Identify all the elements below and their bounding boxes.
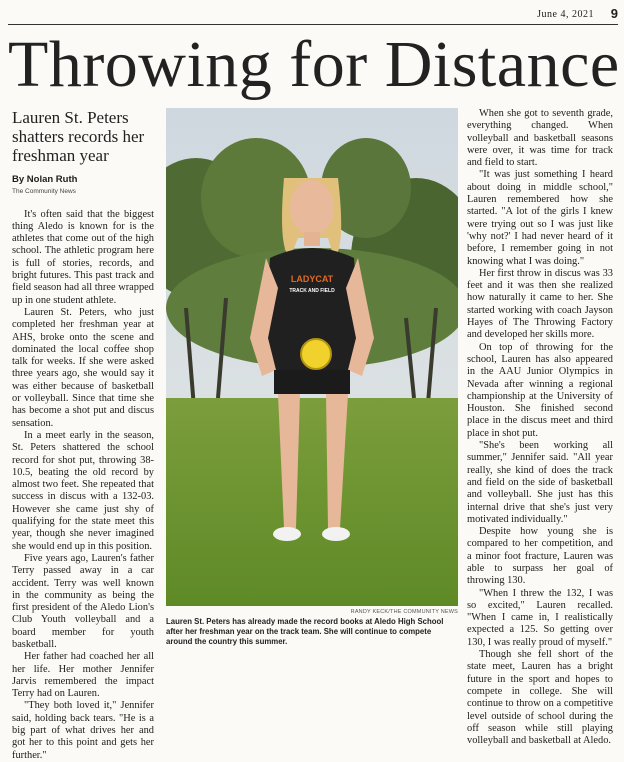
shirt-subtext: TRACK AND FIELD bbox=[289, 288, 335, 294]
paragraph: "When I threw the 132, I was so excited," Lauren recalled. "When I came in, I realistically expected a 125. So getting over 130, I was really proud of myself." bbox=[467, 587, 613, 648]
paragraph: Despite how young she is compared to her competition, and a minor foot fracture, Lauren was able to surpass her goal of throwing 130. bbox=[467, 526, 613, 587]
issue-date: June 4, 2021 bbox=[537, 9, 594, 20]
byline: By Nolan Ruth bbox=[12, 174, 78, 185]
byline-org: The Community News bbox=[12, 188, 76, 196]
athlete-photo bbox=[166, 108, 458, 606]
paragraph: Her father had coached her all her life. Her mother Jennifer Jarvis remembered the impact Terry had on Lauren. bbox=[12, 651, 154, 700]
paragraph: Five years ago, Lauren's father Terry passed away in a car accident. Terry was well known in the community as being the first president of the Aledo Lion's Club Youth volleyball and a board member for youth basketball. bbox=[12, 552, 154, 650]
paragraph: "She's been working all summer," Jennifer said. "All year really, she kind of does the track and field on the side of basketball and volleyball. She just has this internal drive that she's just very motivated individually." bbox=[467, 440, 613, 525]
left-body bbox=[12, 209, 154, 762]
paragraph: In a meet early in the season, St. Peters shattered the school record for shot put, throwing 38-10.5, beating the old record by almost two feet. She repeated that success in discus with a 132-03. However she came just shy of qualifying for the state meet this year, though she never imagined she would end up in this position. bbox=[12, 429, 154, 552]
left-column bbox=[12, 108, 154, 762]
paragraph: "They both loved it," Jennifer said, holding back tears. "He is a big part of what drives her and got her to this point and gets her further." bbox=[12, 700, 154, 761]
page-header bbox=[8, 0, 618, 24]
paragraph: When she got to seventh grade, everything changed. When volleyball and basketball seasons were over, it was time for track and field to start. bbox=[467, 108, 613, 169]
paragraph: On top of throwing for the school, Lauren has also appeared in the AAU Junior Olympics in Nevada after winning a regional championship at the University of Houston. She finished second place in the discus meet and third place in shot put. bbox=[467, 341, 613, 439]
shirt-logo-text: LADYCAT bbox=[290, 274, 334, 284]
paragraph: "It was just something I heard about doing in middle school," Lauren remembered how she started. "A lot of the girls I knew were trying out so I was just like 'why not?' I had never heard of it before, I remember going in not knowing what I was doing." bbox=[467, 169, 613, 267]
paragraph: Lauren St. Peters, who just completed her freshman year at AHS, broke onto the scene and dominated the local coffee shop talk for weeks. If she were asked three years ago, she would say it was either because of basketball or volleyball. Since that time she has become a shot put and discus sensation. bbox=[12, 306, 154, 429]
paragraph: Though she fell short of the state meet, Lauren has a bright future in the sport and hopes to compete in college. She will continue to throw on a competitive level outside of school during the off season while still playing volleyball and basketball at Aledo. bbox=[467, 649, 613, 747]
header-rule bbox=[8, 24, 618, 25]
paragraph: It's often said that the biggest thing Aledo is known for is the athletes that come out of the high school. The athletic program here is full of stories, records, and bright futures. This past track and field season had all three wrapped up in one student athlete. bbox=[12, 208, 154, 306]
photo-illustration bbox=[166, 108, 458, 606]
photo-caption: Lauren St. Peters has already made the record books at Aledo High School after her freshman year on the track team. She will continue to compete around the country this summer. bbox=[166, 617, 444, 647]
page-number: 9 bbox=[610, 6, 618, 21]
right-column bbox=[467, 108, 613, 747]
photo-credit: RANDY KECK/THE COMMUNITY NEWS bbox=[350, 609, 458, 615]
headline: Throwing for Distance bbox=[8, 28, 620, 101]
paragraph: Her first throw in discus was 33 feet and it was then she realized how naturally it came to her. She started working with coach Jayson Hayes of The Throwing Factory and developed her skills more. bbox=[467, 267, 613, 341]
deck: Lauren St. Peters shatters records her freshman year bbox=[12, 108, 145, 165]
shot-put-ball bbox=[301, 339, 331, 369]
